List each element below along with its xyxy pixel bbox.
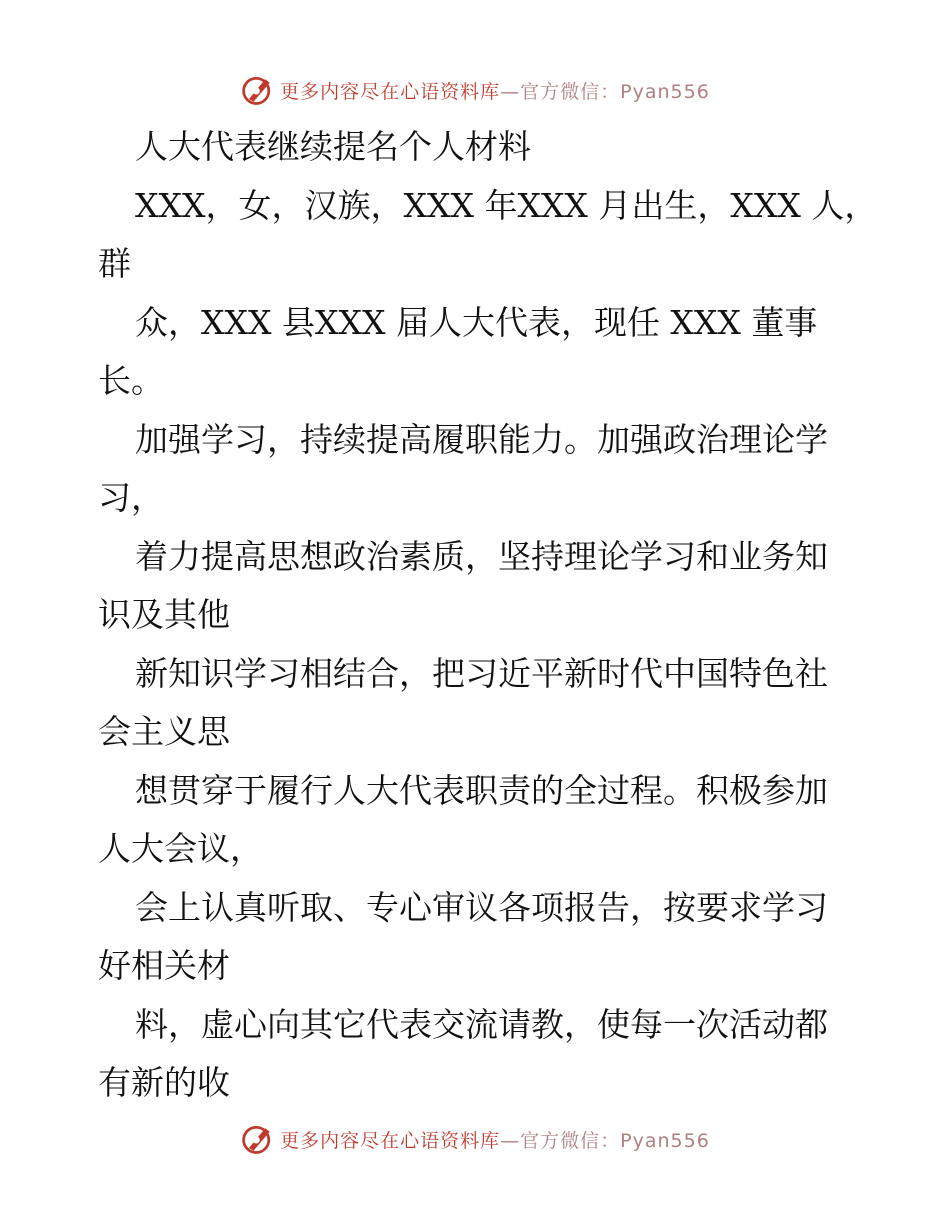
doc-line: 加强学习，持续提高履职能力。加强政治理论学: [135, 419, 828, 459]
doc-title: 人大代表继续提名个人材料: [135, 127, 531, 166]
pen-logo-icon: [240, 1121, 276, 1157]
header-site-text: 更多内容尽在心语资料库: [280, 80, 501, 103]
doc-line: 好相关材: [98, 946, 230, 985]
doc-line: 人大会议，: [98, 829, 263, 868]
doc-line: 长。: [98, 361, 164, 400]
pen-logo-icon: [240, 72, 276, 108]
doc-line: 着力提高思想政治素质，坚持理论学习和业务知: [135, 536, 828, 576]
header-banner: [0, 70, 950, 110]
header-wechat-text: —官方微信：Pyan556: [500, 80, 710, 103]
doc-line: 有新的收: [98, 1063, 230, 1102]
doc-line: 想贯穿于履行人大代表职责的全过程。积极参加: [135, 770, 828, 810]
footer-site-text: 更多内容尽在心语资料库: [280, 1129, 501, 1152]
doc-line: 新知识学习相结合，把习近平新时代中国特色社: [135, 653, 828, 693]
header-text: [280, 77, 710, 104]
doc-line: 识及其他: [98, 595, 230, 634]
doc-line: 料，虚心向其它代表交流请教，使每一次活动都: [135, 1004, 828, 1044]
doc-line: 会上认真听取、专心审议各项报告，按要求学习: [135, 887, 828, 927]
doc-line: 习，: [98, 478, 164, 517]
doc-line: XXX，女，汉族，XXX 年XXX 月出生，XXX 人，: [135, 185, 878, 225]
doc-line: 会主义思: [98, 712, 230, 751]
footer-banner: [0, 1119, 950, 1159]
doc-line: 群: [98, 244, 131, 283]
document-body: [98, 124, 878, 1119]
footer-wechat-text: —官方微信：Pyan556: [500, 1129, 710, 1152]
footer-text: [280, 1126, 710, 1153]
doc-line: 众，XXX 县XXX 届人大代表，现任 XXX 董事: [135, 302, 818, 342]
